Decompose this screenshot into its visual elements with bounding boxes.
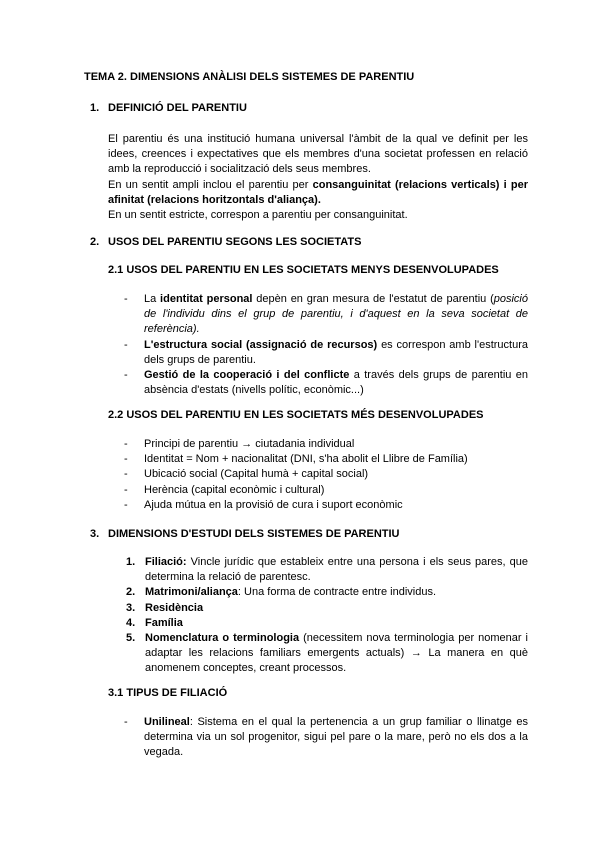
subsection-2-1-heading: 2.1 USOS DEL PARENTIU EN LES SOCIETATS MENYS DESENVOLUPADES (108, 264, 499, 276)
bold-text: Unilineal (144, 716, 190, 728)
dash-bullet: - (124, 483, 128, 496)
dash-bullet: - (124, 453, 128, 466)
bold-text: Filiació: (145, 556, 187, 568)
text: Vincle jurídic que estableix entre una persona i els seus pares, que determina la relació de parentesc. (145, 556, 528, 584)
text: Herència (capital econòmic i cultural) (144, 483, 325, 496)
item-number: 1. (126, 556, 136, 568)
subsection-3-1-heading: 3.1 TIPUS DE FILIACIÓ (108, 687, 228, 699)
item-number: 2. (126, 586, 136, 599)
section-number: 3. (90, 528, 100, 540)
dash-bullet: - (124, 716, 128, 728)
list-item (124, 715, 528, 761)
subsection-2-1-list (124, 292, 528, 398)
list-item (124, 467, 528, 482)
bold-text: Residència (145, 601, 204, 614)
list-item (126, 631, 528, 677)
list-item (124, 292, 528, 338)
list-item (126, 616, 528, 631)
dash-bullet: - (124, 293, 128, 305)
section-number: 1. (90, 102, 100, 114)
text: : Sistema en el qual la pertenencia a un grup familiar o llinatge es determina via un sol progenitor, sigui pel pare o la mare, però no els dos a la vegada. (144, 716, 528, 759)
dash-bullet: - (124, 338, 128, 351)
text: depèn en gran mesura de l'estatut de parentiu ( (252, 293, 494, 305)
section-title: DIMENSIONS D'ESTUDI DELS SISTEMES DE PARENTIU (108, 528, 400, 540)
list-item (126, 601, 528, 616)
list-item (124, 368, 528, 398)
text: Principi de parentiu → ciutadania individual (144, 438, 355, 450)
strict-sense-paragraph: En un sentit estricte, correspon a parentiu per consanguinitat. (108, 209, 408, 222)
dash-bullet: - (124, 468, 128, 481)
bold-text: identitat personal (160, 293, 253, 305)
text: Ubicació social (Capital humà + capital social) (144, 468, 369, 481)
text: Identitat = Nom + nacionalitat (DNI, s'ha abolit el Llibre de Família) (144, 453, 468, 466)
list-item (124, 483, 528, 498)
dash-bullet: - (124, 438, 128, 450)
bold-text: consanguinitat (relacions verticals) i per afinitat (relacions horitzontals d'aliança). (108, 178, 528, 206)
italic-text: posició de l'individu dins el grup de parentiu, i d'aquest en la seva societat de referència). (144, 293, 528, 336)
dimensions-list (126, 555, 528, 677)
bold-text: Matrimoni/aliança (145, 586, 238, 599)
broad-sense-paragraph (108, 178, 528, 208)
list-item (126, 585, 528, 600)
list-item (124, 338, 528, 368)
document-title: TEMA 2. DIMENSIONS ANÀLISI DELS SISTEMES DE PARENTIU (84, 71, 415, 83)
list-item (124, 452, 528, 467)
list-item (124, 498, 528, 513)
subsection-2-2-heading: 2.2 USOS DEL PARENTIU EN LES SOCIETATS MÉS DESENVOLUPADES (108, 409, 484, 421)
text: es correspon amb l'estructura dels grups de parentiu. (144, 338, 528, 366)
text: En un sentit ampli inclou el parentiu per (108, 178, 313, 191)
item-number: 5. (126, 632, 136, 645)
dash-bullet: - (124, 369, 128, 382)
bold-text: Nomenclatura o terminologia (145, 632, 300, 645)
subsection-3-1-list (124, 715, 528, 761)
item-number: 4. (126, 616, 136, 629)
section-1-body (108, 132, 528, 223)
list-item (126, 555, 528, 585)
bold-text: Família (145, 616, 183, 629)
section-number: 2. (90, 236, 100, 248)
subsection-2-2-list (124, 437, 528, 513)
section-title: DEFINICIÓ DEL PARENTIU (108, 102, 247, 114)
definition-paragraph: El parentiu és una institució humana universal l'àmbit de la qual ve definit per les idees, creences i expectatives que els membres d'una societat professen en relació amb la reproducció i socialització dels seus membres. (108, 133, 528, 176)
list-item (124, 437, 528, 452)
text: La (144, 293, 161, 305)
dash-bullet: - (124, 498, 128, 511)
text: : Una forma de contracte entre individus. (237, 586, 437, 599)
section-title: USOS DEL PARENTIU SEGONS LES SOCIETATS (108, 236, 362, 248)
text: (necessitem nova terminologia per nomenar i adaptar les relacions familiars emergents actuals) → La manera en què anomenem conceptes, creant processos. (145, 632, 528, 675)
item-number: 3. (126, 601, 136, 614)
bold-text: Gestió de la cooperació i del conflicte (144, 369, 350, 382)
text: Ajuda mútua en la provisió de cura i suport econòmic (144, 498, 403, 511)
bold-text: L'estructura social (assignació de recursos) (144, 338, 378, 351)
text: a través dels grups de parentiu en absència d'estats (nivells polític, econòmic...) (144, 369, 528, 397)
